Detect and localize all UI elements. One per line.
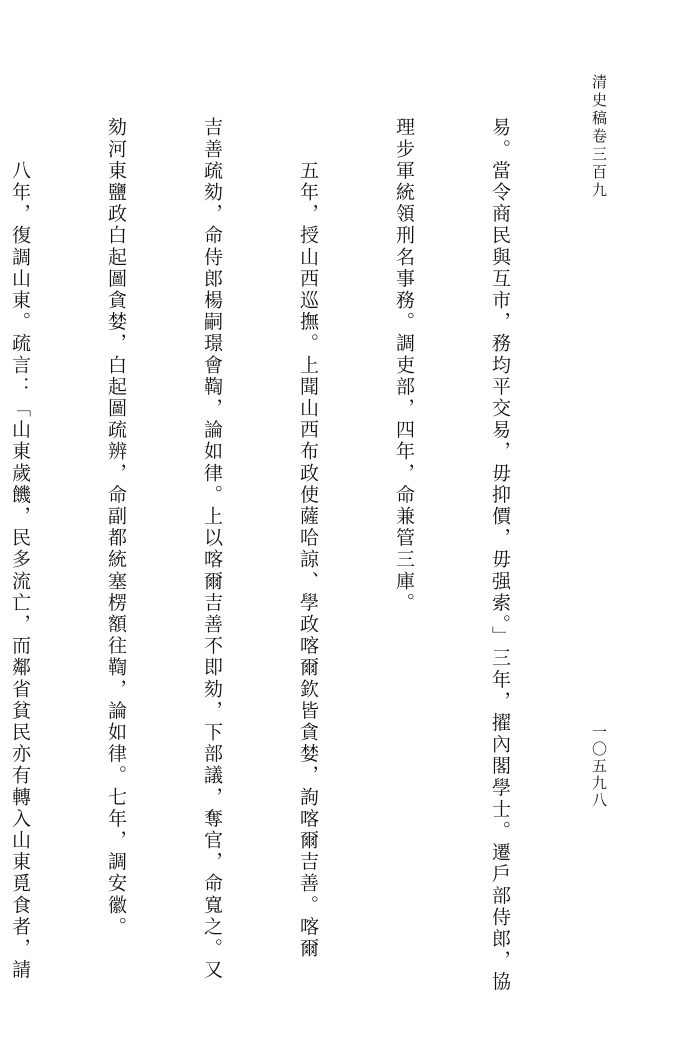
text-column: 吉善疏劾，命侍郎楊嗣璟會鞫，論如律。上以喀爾吉善不即劾，下部議，奪官，命寬之。又: [201, 117, 223, 981]
text-column: 五年，授山西巡撫。上聞山西布政使薩哈諒、學政喀爾欽皆貪婪，訽喀爾吉善。喀爾: [297, 117, 319, 960]
running-header-title: 清史稿卷三百九: [590, 74, 608, 200]
text-column: 劾河東鹽政白起圖貪婪，白起圖疏辨，命副都統塞楞額往鞫，論如律。七年，調安徽。: [105, 117, 127, 938]
text-column: 八年，復調山東。疏言：「山東歲饑，民多流亡，而鄰省貧民亦有轉入山東覓食者，請: [9, 117, 31, 981]
text-column: 易。當令商民與互市，務均平交易，毋抑價，毋强索。」三年，擢內閣學士。遷戶部侍郎，協: [489, 117, 511, 994]
page-number: 一〇五九八: [590, 724, 608, 809]
text-column: 理步軍統領刑名事務。調吏部，四年，命兼管三庫。: [393, 117, 415, 614]
vertical-text-body: [9, 117, 580, 994]
